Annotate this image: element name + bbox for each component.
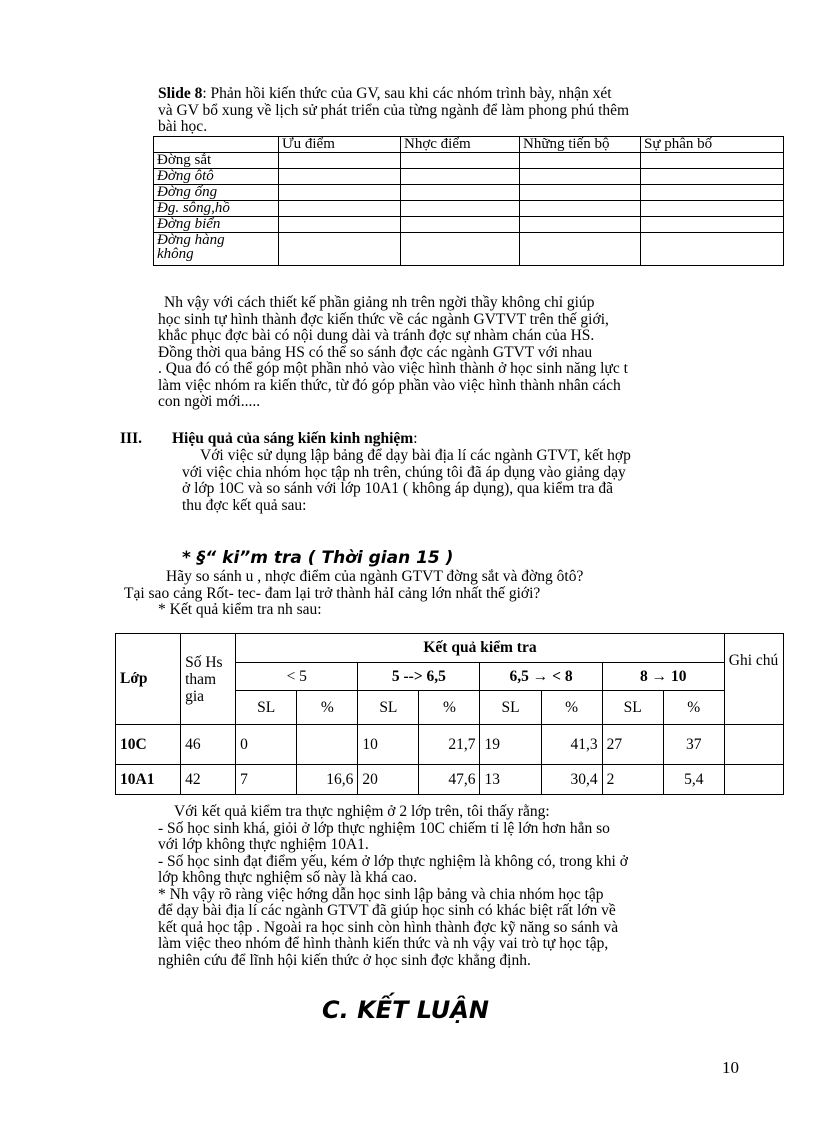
- results-value: 27: [602, 725, 663, 765]
- paragraph-line: khắc phục đợc bài có nội dung dài và tránh đợc sự nhàm chán của HS.: [158, 327, 595, 344]
- comparison-row-label: Đg. sông,hồ: [154, 201, 279, 217]
- results-sub-pct: %: [663, 691, 724, 725]
- paragraph-line: làm việc theo nhóm để hình thành kiến thức và nh vậy vai trò tự học tập,: [158, 935, 609, 952]
- test-question-line: Tại sao cảng Rốt- tec- đam lại trở thành hảI cảng lớn nhất thế giới?: [124, 584, 541, 602]
- comparison-cell: [279, 201, 401, 217]
- results-header-class: Lớp: [116, 634, 181, 725]
- results-value: [297, 725, 358, 765]
- paragraph-design-summary: [158, 295, 628, 411]
- comparison-cell: [279, 217, 401, 233]
- comparison-cell: [279, 185, 401, 201]
- comparison-cell: [641, 153, 784, 169]
- results-sub-sl: SL: [602, 691, 663, 725]
- paragraph-line: Với kết quả kiểm tra thực nghiệm ở 2 lớp trên, tôi thấy rằng:: [174, 803, 550, 820]
- comparison-header-empty: [154, 137, 279, 153]
- comparison-cell: [641, 201, 784, 217]
- comparison-cell: [520, 217, 641, 233]
- comparison-header-progress: Những tiến bộ: [520, 137, 641, 153]
- comparison-header-disadvantages: Nhợc điểm: [401, 137, 520, 153]
- slide-intro-line1: : Phản hồi kiến thức của GV, sau khi các nhóm trình bày, nhận xét: [202, 85, 612, 102]
- test-result-intro: * Kết quả kiểm tra nh sau:: [158, 601, 322, 618]
- paragraph-line: kết quả học tập . Ngoài ra học sinh còn hình thành đợc kỹ năng so sánh và: [158, 918, 619, 936]
- comparison-header-distribution: Sự phân bố: [641, 137, 784, 153]
- comparison-row: [154, 201, 784, 217]
- comparison-cell: [520, 153, 641, 169]
- paragraph-line: thu đợc kết quả sau:: [182, 496, 307, 514]
- section-3-body: [182, 448, 631, 514]
- paragraph-line: với lớp không thực nghiệm 10A1.: [158, 836, 369, 853]
- results-class: 10C: [116, 725, 181, 765]
- results-value: 30,4: [541, 765, 602, 795]
- results-range-4: 8 → 10: [602, 663, 724, 691]
- paragraph-line: - Số học sinh khá, giỏi ở lớp thực nghiệm 10C chiếm tỉ lệ lớn hơn hẳn so: [158, 819, 610, 837]
- comparison-cell: [401, 233, 520, 266]
- paragraph-line: học sinh tự hình thành đợc kiến thức về các ngành GVTVT trên thế giới,: [158, 310, 609, 328]
- slide-label: Slide 8: [158, 85, 203, 102]
- results-range-3: 6,5 → < 8: [480, 663, 602, 691]
- results-range-1: < 5: [236, 663, 358, 691]
- results-row-10a1: [116, 765, 784, 795]
- paragraph-line: * Nh vậy rõ ràng việc hớng dẫn học sinh lập bảng và chia nhóm học tập: [158, 885, 604, 903]
- comparison-cell: [401, 185, 520, 201]
- test-questions: [124, 569, 583, 619]
- comparison-cell: [641, 185, 784, 201]
- section-3-numeral: III.: [120, 430, 142, 447]
- results-value: 5,4: [663, 765, 724, 795]
- results-range-2: 5 --> 6,5: [358, 663, 480, 691]
- results-analysis: [158, 804, 628, 969]
- results-value: 47,6: [419, 765, 480, 795]
- results-value: 19: [480, 725, 541, 765]
- results-sub-sl: SL: [358, 691, 419, 725]
- comparison-cell: [641, 169, 784, 185]
- comparison-row-label-part2: không: [157, 246, 194, 262]
- paragraph-line: ở lớp 10C và so sánh với lớp 10A1 ( không áp dụng), qua kiểm tra đã: [182, 480, 613, 497]
- paragraph-line: để dạy bài địa lí các ngành GTVT đã giúp học sinh có khác biệt rất lớn về: [158, 902, 616, 919]
- results-sub-pct: %: [297, 691, 358, 725]
- paragraph-line: - Số học sinh đạt điểm yếu, kém ở lớp thực nghiệm là không có, trong khi ở: [158, 852, 628, 870]
- comparison-cell: [401, 169, 520, 185]
- results-count: 46: [181, 725, 236, 765]
- results-value: 20: [358, 765, 419, 795]
- paragraph-line: Với việc sử dụng lập bảng để dạy bài địa lí các ngành GTVT, kết hợp: [200, 447, 631, 464]
- comparison-row: [154, 185, 784, 201]
- comparison-cell: [401, 201, 520, 217]
- comparison-row-label: Đờng sắt: [154, 153, 279, 169]
- comparison-cell: [401, 153, 520, 169]
- comparison-header-advantages: Ưu điểm: [279, 137, 401, 153]
- paragraph-line: làm việc nhóm ra kiến thức, từ đó góp phần vào việc hình thành nhân cách: [158, 376, 621, 394]
- results-header-note: Ghi chú: [724, 634, 783, 725]
- results-value: 2: [602, 765, 663, 795]
- section-3-colon: :: [413, 430, 418, 447]
- comparison-cell: [520, 201, 641, 217]
- comparison-row: [154, 169, 784, 185]
- results-value: 13: [480, 765, 541, 795]
- page-number: 10: [722, 1058, 739, 1077]
- paragraph-line: Nh vậy với cách thiết kế phần giảng nh trên ngời thầy không chỉ giúp: [164, 294, 595, 311]
- results-count: 42: [181, 765, 236, 795]
- slide-intro: [158, 86, 629, 136]
- paragraph-line: với việc chia nhóm học tập nh trên, chúng tôi đã áp dụng vào giảng dạy: [182, 463, 626, 481]
- comparison-cell: [401, 217, 520, 233]
- results-table: [115, 633, 784, 795]
- comparison-cell: [279, 169, 401, 185]
- results-header-result: Kết quả kiểm tra: [236, 634, 725, 663]
- comparison-row-label: Đờng biển: [154, 217, 279, 233]
- comparison-header-row: [154, 137, 784, 153]
- results-value: 21,7: [419, 725, 480, 765]
- paragraph-line: Đồng thời qua bảng HS có thể so sánh đợc các ngành GTVT với nhau: [158, 343, 593, 361]
- comparison-row: [154, 153, 784, 169]
- comparison-row-label-last: [154, 233, 279, 266]
- comparison-cell: [279, 233, 401, 266]
- comparison-row-label: Đờng ôtô: [154, 169, 279, 185]
- results-value: 37: [663, 725, 724, 765]
- results-value: 16,6: [297, 765, 358, 795]
- comparison-cell: [520, 185, 641, 201]
- comparison-table: [153, 136, 784, 266]
- comparison-row-label-part1: Đờng hàng: [157, 232, 225, 248]
- slide-intro-line3: bài học.: [158, 118, 208, 135]
- comparison-row: [154, 217, 784, 233]
- results-value: 10: [358, 725, 419, 765]
- comparison-cell: [279, 153, 401, 169]
- test-question-line: Hãy so sánh u , nhợc điểm của ngành GTVT đờng sắt và đờng ôtô?: [166, 568, 584, 585]
- comparison-row: [154, 233, 784, 266]
- paragraph-line: nghiên cứu để lĩnh hội kiến thức ở học sinh đợc khẳng định.: [158, 951, 531, 969]
- comparison-cell: [641, 217, 784, 233]
- results-class: 10A1: [116, 765, 181, 795]
- results-sub-sl: SL: [236, 691, 297, 725]
- paragraph-line: con ngời mới.....: [158, 393, 261, 410]
- results-note: [724, 725, 783, 765]
- paragraph-line: . Qua đó có thể góp một phần nhỏ vào việc hình thành ở học sinh năng lực t: [158, 360, 628, 377]
- results-header-count: Số Hs tham gia: [181, 634, 236, 725]
- results-sub-sl: SL: [480, 691, 541, 725]
- test-heading: * §“ ki”m tra ( Thời gian 15 ): [182, 548, 454, 568]
- section-c-heading: C. KẾT LUẬN: [322, 996, 489, 1024]
- results-sub-pct: %: [541, 691, 602, 725]
- results-row-10c: [116, 725, 784, 765]
- section-3-heading: [120, 431, 418, 448]
- results-value: 41,3: [541, 725, 602, 765]
- results-note: [724, 765, 783, 795]
- results-value: 0: [236, 725, 297, 765]
- comparison-cell: [520, 169, 641, 185]
- comparison-cell: [520, 233, 641, 266]
- comparison-row-label: Đờng ống: [154, 185, 279, 201]
- section-3-title: Hiệu quả của sáng kiến kinh nghiệm: [172, 430, 414, 447]
- results-header-row-1: [116, 634, 784, 663]
- slide-intro-line2: và GV bổ xung về lịch sử phát triển của từng ngành để làm phong phú thêm: [158, 101, 630, 119]
- comparison-cell: [641, 233, 784, 266]
- paragraph-line: lớp không thực nghiệm số này là khá cao.: [158, 869, 417, 886]
- results-sub-pct: %: [419, 691, 480, 725]
- results-value: 7: [236, 765, 297, 795]
